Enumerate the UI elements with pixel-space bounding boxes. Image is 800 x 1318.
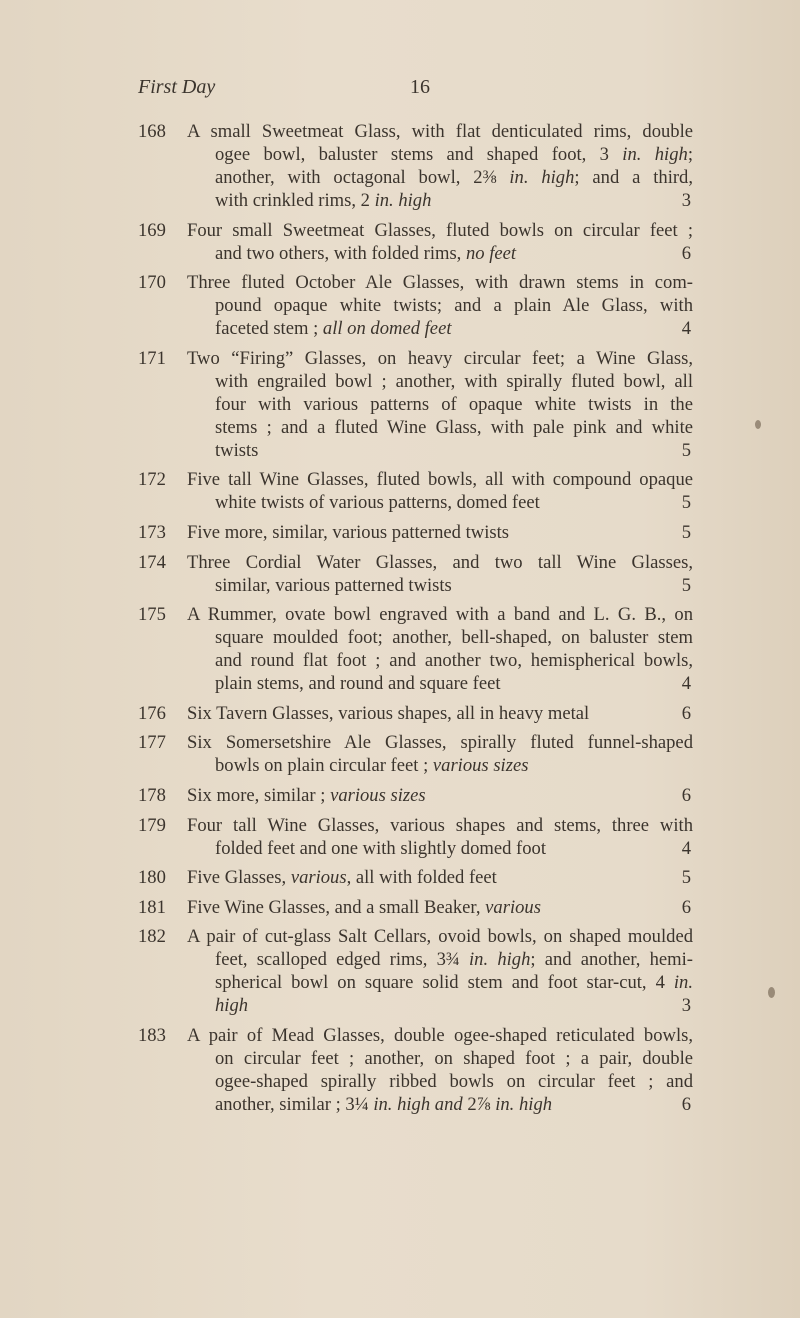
lot-quantity: 4 (681, 837, 691, 859)
description-line (215, 649, 693, 672)
lot-quantity: 4 (681, 673, 691, 695)
description-text (215, 317, 451, 340)
lot-entry (138, 896, 693, 919)
italic-text: in. high (509, 167, 575, 188)
text-segment: ; (687, 144, 693, 165)
description-text (215, 417, 693, 438)
description-text (215, 1071, 693, 1092)
description-line (187, 1024, 693, 1047)
description-line (215, 416, 693, 439)
italic-text: various (485, 896, 541, 918)
description-text (187, 926, 693, 947)
description-line (215, 393, 693, 416)
text-segment: A pair of cut-glass Salt Cellars, ovoid bowls, on shaped moulded (187, 926, 693, 948)
description-text (187, 220, 693, 241)
description-line (187, 731, 693, 754)
lot-number: 175 (138, 604, 166, 626)
lot-entry (138, 784, 693, 807)
lot-entry (138, 702, 693, 725)
lot-number: 182 (138, 926, 166, 948)
description-line (187, 468, 693, 491)
description-text (187, 604, 693, 625)
description-line (187, 120, 693, 143)
description-line (187, 219, 693, 242)
description-line (215, 439, 693, 462)
description-text (215, 672, 501, 695)
lot-number: 180 (138, 867, 166, 889)
lot-entry (138, 925, 693, 1017)
lot-number: 183 (138, 1024, 166, 1046)
lot-number: 171 (138, 347, 166, 369)
description-text (187, 866, 497, 889)
description-line (187, 521, 693, 544)
paper-blemish (768, 987, 775, 998)
lot-quantity: 6 (681, 896, 691, 918)
description-text (215, 242, 516, 265)
italic-text: various (290, 867, 347, 889)
text-segment: plain stems, and round and square feet (215, 673, 501, 695)
description-line (215, 754, 693, 777)
text-segment: , all with folded feet (346, 867, 497, 889)
description-line (215, 1070, 693, 1093)
lot-entry (138, 468, 693, 514)
text-segment: stems ; and a fluted Wine Glass, with pale pink and white (215, 416, 693, 438)
lot-entry (138, 551, 693, 597)
text-segment: pound opaque white twists; and a plain Ale Glass, with (215, 295, 693, 317)
page-number: 16 (410, 76, 430, 98)
description-text (215, 371, 693, 392)
description-text (215, 167, 693, 188)
lot-number: 179 (138, 814, 166, 836)
italic-text: various sizes (330, 784, 426, 806)
text-segment: Three fluted October Ale Glasses, with drawn stems in com- (187, 272, 693, 294)
description-text (187, 521, 509, 544)
text-segment: with engrailed bowl ; another, with spirally fluted bowl, all (215, 370, 693, 392)
description-line (187, 814, 693, 837)
description-line (215, 1093, 693, 1116)
lot-quantity: 5 (681, 574, 691, 596)
lot-entry (138, 603, 693, 695)
description-text (215, 837, 546, 860)
description-text (215, 1048, 693, 1069)
description-line (215, 837, 693, 860)
text-segment: ; and another, hemi- (530, 949, 693, 971)
description-line (215, 370, 693, 393)
description-text (187, 784, 426, 807)
italic-text: in. (673, 972, 693, 994)
lot-entry (138, 731, 693, 777)
lot-quantity: 5 (681, 867, 691, 889)
text-segment: square moulded foot; another, bell-shaped, on baluster stem (215, 627, 693, 649)
text-segment: Five more, similar, various patterned twists (187, 521, 510, 543)
italic-text: in. high (622, 144, 688, 165)
lot-number: 177 (138, 732, 166, 754)
description-line (215, 994, 693, 1017)
description-text (187, 272, 693, 293)
description-text (215, 394, 693, 415)
lot-number: 170 (138, 272, 166, 294)
text-segment: Six Tavern Glasses, various shapes, all in heavy metal (187, 702, 590, 724)
lot-number: 169 (138, 219, 166, 241)
description-line (187, 271, 693, 294)
lot-quantity: 5 (681, 521, 691, 543)
description-line (215, 626, 693, 649)
lot-entry (138, 271, 693, 340)
description-text (187, 552, 693, 573)
italic-text: no feet (465, 242, 517, 264)
text-segment: Six more, similar ; (187, 784, 331, 806)
paper-blemish (755, 420, 761, 429)
text-segment: Four tall Wine Glasses, various shapes and stems, three with (187, 814, 693, 836)
text-segment: and round flat foot ; and another two, hemispherical bowls, (215, 650, 693, 672)
description-text (215, 1093, 552, 1116)
text-segment: Four small Sweetmeat Glasses, fluted bowls on circular feet ; (187, 219, 693, 241)
section-title: First Day (138, 76, 216, 98)
text-segment: ogee bowl, baluster stems and shaped foot, 3 (215, 144, 623, 165)
lot-entry (138, 814, 693, 860)
description-line (187, 347, 693, 370)
italic-text: all on domed feet (322, 318, 452, 340)
text-segment: four with various patterns of opaque white twists in the (215, 393, 693, 415)
text-segment: Two “Firing” Glasses, on heavy circular feet; a Wine Glass, (187, 347, 693, 369)
lot-quantity: 6 (681, 1093, 691, 1115)
description-text (215, 144, 693, 165)
text-segment: similar, various patterned twists (215, 574, 452, 596)
lot-entry (138, 521, 693, 544)
lot-quantity: 6 (681, 702, 691, 724)
description-line (187, 551, 693, 574)
lot-number: 173 (138, 521, 166, 543)
text-segment: A pair of Mead Glasses, double ogee-shaped reticulated bowls, (187, 1024, 693, 1046)
lot-quantity: 6 (681, 242, 691, 264)
description-text (187, 469, 693, 490)
lot-quantity (691, 754, 693, 777)
italic-text: high (215, 995, 249, 1017)
lot-quantity: 4 (681, 318, 691, 340)
description-text (215, 650, 693, 671)
text-segment: A Rummer, ovate bowl engraved with a band and L. G. B., on (187, 604, 693, 626)
description-line (215, 317, 693, 340)
description-line (215, 672, 693, 695)
lot-quantity: 3 (681, 190, 691, 211)
running-header (138, 76, 698, 104)
text-segment: on circular feet ; another, on shaped foot ; a pair, double (215, 1047, 693, 1069)
text-segment: spherical bowl on square solid stem and foot star-cut, 4 (215, 972, 674, 994)
text-segment: folded feet and one with slightly domed foot (215, 837, 547, 859)
italic-text: various sizes (432, 755, 529, 777)
description-line (215, 189, 693, 212)
description-line (215, 491, 693, 514)
description-line (187, 866, 693, 889)
text-segment: and two others, with folded rims, (215, 242, 466, 264)
text-segment: white twists of various patterns, domed feet (215, 492, 540, 514)
description-text (215, 439, 258, 462)
lot-number: 174 (138, 551, 166, 573)
description-line (215, 294, 693, 317)
lot-quantity: 3 (681, 995, 691, 1017)
text-segment: feet, scalloped edged rims, 3¾ (215, 949, 470, 971)
lot-entry (138, 120, 693, 212)
description-text (215, 295, 693, 316)
description-line (215, 166, 693, 189)
lot-number: 168 (138, 121, 166, 142)
description-text (187, 732, 693, 753)
description-line (187, 603, 693, 626)
description-text (187, 896, 541, 919)
description-line (187, 896, 693, 919)
lot-entry (138, 219, 693, 265)
description-line (187, 702, 693, 725)
text-segment: faceted stem ; (215, 318, 323, 340)
lot-entry (138, 1024, 693, 1116)
description-text (215, 491, 540, 514)
description-line (187, 784, 693, 807)
italic-text: in. high and (373, 1093, 463, 1115)
text-segment: 2⅞ (462, 1093, 496, 1115)
text-segment: Five tall Wine Glasses, fluted bowls, all with compound opaque (187, 469, 693, 491)
description-text (215, 949, 693, 970)
italic-text: in. high (495, 1093, 553, 1115)
text-segment: twists (215, 439, 259, 461)
description-line (215, 971, 693, 994)
lot-number: 181 (138, 896, 166, 918)
text-segment: Five Wine Glasses, and a small Beaker, (187, 896, 486, 918)
text-segment: Six Somersetshire Ale Glasses, spirally fluted funnel-shaped (187, 732, 693, 754)
text-segment: A small Sweetmeat Glass, with flat denticulated rims, double (187, 121, 693, 142)
lot-quantity: 6 (681, 784, 691, 806)
description-text (215, 972, 693, 993)
text-segment: bowls on plain circular feet ; (215, 755, 433, 777)
description-line (215, 1047, 693, 1070)
description-line (215, 574, 693, 597)
text-segment: another, with octagonal bowl, 2⅜ (215, 167, 510, 188)
lot-quantity: 5 (681, 492, 691, 514)
description-text (215, 994, 248, 1017)
description-line (215, 143, 693, 166)
lot-entry (138, 866, 693, 889)
lot-list (138, 120, 693, 1123)
lot-entry (138, 347, 693, 462)
description-text (187, 121, 693, 142)
text-segment: with crinkled rims, 2 (215, 190, 375, 211)
description-text (215, 754, 528, 777)
text-segment: Three Cordial Water Glasses, and two tall Wine Glasses, (187, 551, 693, 573)
text-segment: ogee-shaped spirally ribbed bowls on circular feet ; and (215, 1070, 693, 1092)
description-text (187, 348, 693, 369)
description-text (215, 574, 452, 597)
description-text (187, 702, 589, 725)
lot-number: 172 (138, 469, 166, 491)
text-segment: another, similar ; 3¼ (215, 1093, 374, 1115)
description-text (215, 627, 693, 648)
lot-number: 176 (138, 702, 166, 724)
description-line (187, 925, 693, 948)
italic-text: in. high (469, 949, 531, 971)
description-text (187, 815, 693, 836)
description-line (215, 948, 693, 971)
text-segment: ; and a third, (574, 167, 693, 188)
italic-text: in. high (374, 190, 432, 211)
description-text (187, 1025, 693, 1046)
description-line (215, 242, 693, 265)
lot-quantity: 5 (681, 439, 691, 461)
description-text (215, 189, 431, 212)
text-segment: Five Glasses, (187, 867, 291, 889)
lot-number: 178 (138, 784, 166, 806)
